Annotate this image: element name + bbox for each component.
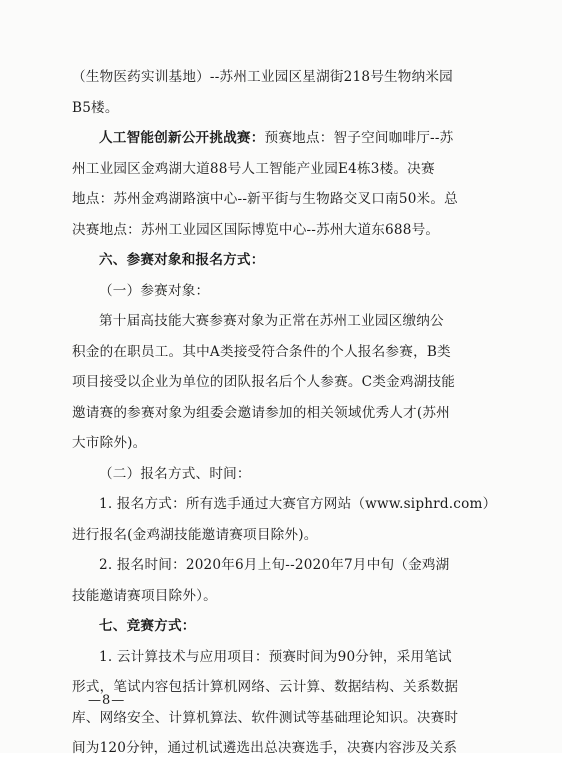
text-line	[72, 123, 504, 154]
line-text: 预赛地点：智子空间咖啡厅--苏	[264, 130, 454, 146]
line-text: （二）报名方式、时间：	[99, 465, 251, 482]
text-line	[72, 550, 504, 581]
text-line	[72, 428, 504, 459]
section-heading: 六、参赛对象和报名方式：	[99, 252, 265, 268]
section-heading: 人工智能创新公开挑战赛：	[99, 130, 265, 146]
line-text: 项目接受以企业为单位的团队报名后个人参赛。C类金鸡湖技能	[72, 374, 456, 390]
line-text: 1. 云计算技术与应用项目：预赛时间为90分钟，采用笔试	[99, 648, 452, 665]
text-line	[72, 154, 504, 185]
line-text: 地点：苏州金鸡湖路演中心--新平街与生物路交叉口南50米。总	[72, 191, 458, 207]
text-line	[72, 184, 504, 215]
line-text: 第十届高技能大赛参赛对象为正常在苏州工业园区缴纳公	[99, 313, 444, 329]
line-text: 州工业园区金鸡湖大道88号人工智能产业园E4栋3楼。决赛	[72, 160, 435, 177]
line-text: 库、网络安全、计算机算法、软件测试等基础理论知识。决赛时	[72, 709, 459, 726]
text-line	[72, 245, 504, 276]
text-line	[72, 459, 504, 490]
text-line	[72, 611, 504, 642]
text-line	[72, 337, 504, 368]
text-line	[72, 93, 504, 124]
text-line	[72, 306, 504, 337]
text-line	[72, 62, 504, 93]
line-text: 形式，笔试内容包括计算机网络、云计算、数据结构、关系数据	[72, 679, 459, 695]
text-line	[72, 215, 504, 246]
line-text: 大市除外)。	[72, 435, 147, 451]
text-line	[72, 733, 504, 764]
line-text: B5楼。	[72, 99, 119, 116]
line-text: 决赛地点：苏州工业园区国际博览中心--苏州大道东688号。	[72, 221, 440, 238]
line-text: 技能邀请赛项目除外）。	[72, 587, 217, 604]
text-line	[72, 703, 504, 734]
section-heading: 七、竞赛方式：	[99, 618, 196, 634]
line-text: 1. 报名方式：所有选手通过大赛官方网站（www.siphrd.com）	[99, 496, 497, 512]
line-text: （一）参赛对象：	[99, 282, 210, 299]
line-text: （生物医药实训基地）--苏州工业园区星湖街218号生物纳米园	[72, 69, 453, 85]
line-text: 2. 报名时间：2020年6月上旬--2020年7月中旬（金鸡湖	[99, 557, 450, 573]
line-text: 间为120分钟，通过机试遴选出总决赛选手，决赛内容涉及关系	[72, 740, 458, 756]
text-line	[72, 367, 504, 398]
text-line	[72, 398, 504, 429]
line-text: 邀请赛的参赛对象为组委会邀请参加的相关领域优秀人才(苏州	[72, 404, 450, 421]
text-line	[72, 489, 504, 520]
document-body	[72, 62, 504, 764]
text-line	[72, 672, 504, 703]
text-line	[72, 581, 504, 612]
page-number: —8—	[88, 693, 126, 708]
text-line	[72, 520, 504, 551]
line-text: 进行报名(金鸡湖技能邀请赛项目除外)。	[72, 526, 318, 543]
text-line	[72, 276, 504, 307]
text-line	[72, 642, 504, 673]
line-text: 积金的在职员工。其中A类接受符合条件的个人报名参赛，B类	[72, 343, 451, 360]
